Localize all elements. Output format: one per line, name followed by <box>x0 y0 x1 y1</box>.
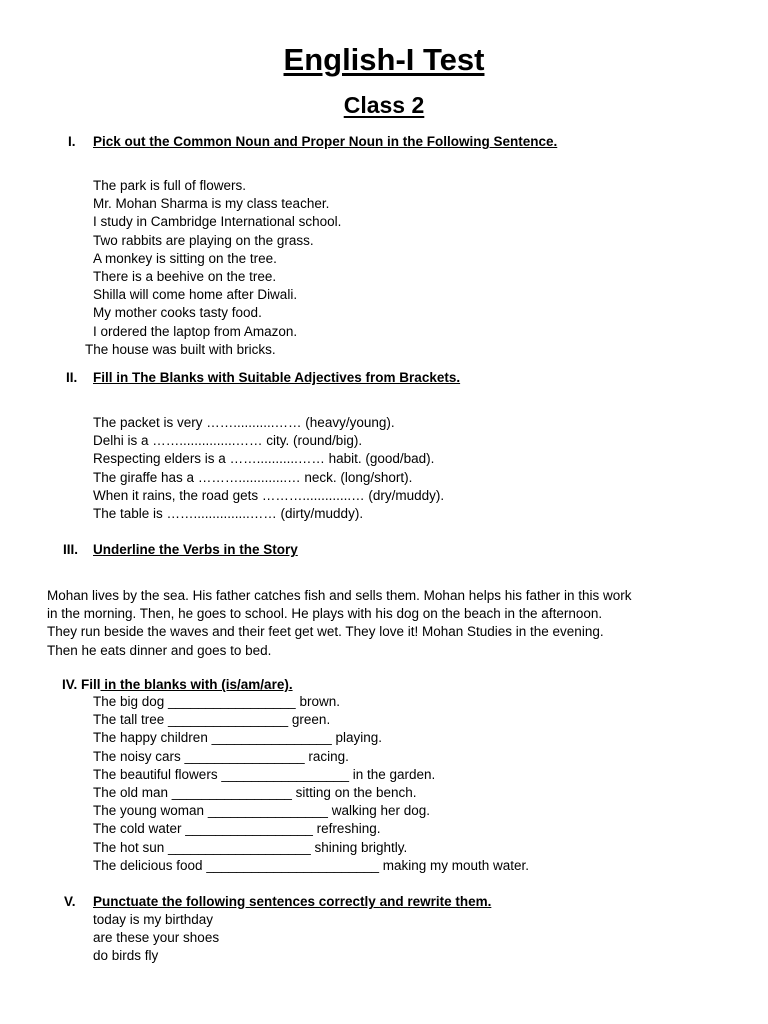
section-1-heading <box>68 134 557 149</box>
story-line: Mohan lives by the sea. His father catches fish and sells them. Mohan helps his father in this work <box>47 588 632 603</box>
section-3-title: Underline the Verbs in the Story <box>93 542 298 557</box>
section-4-title: in the blanks with (is/am/are). <box>100 677 293 692</box>
section-4-number: IV. Fill <box>62 677 101 692</box>
section-5-heading <box>64 894 491 909</box>
story-line: They run beside the waves and their feet get wet. They love it! Mohan Studies in the evening. <box>47 624 604 640</box>
section-4-heading <box>62 677 293 692</box>
story-line: in the morning. Then, he goes to school. He plays with his dog on the beach in the afternoon. <box>47 606 603 622</box>
section-1-number: I. <box>68 134 76 149</box>
section-2-number: II. <box>66 370 78 385</box>
story-paragraph <box>47 587 737 660</box>
page-title: English-I Test <box>283 42 485 77</box>
section-3-heading <box>63 542 298 557</box>
section-2-heading <box>66 370 460 385</box>
section-1-title: Pick out the Common Noun and Proper Noun in the Following Sentence. <box>93 134 558 149</box>
section-2-title: Fill in The Blanks with Suitable Adjectives from Brackets. <box>93 370 461 385</box>
page-subtitle: Class 2 <box>343 92 425 118</box>
story-line: Then he eats dinner and goes to bed. <box>47 642 272 658</box>
section-3-number: III. <box>63 542 79 557</box>
section-5-title: Punctuate the following sentences correctly and rewrite them. <box>93 894 492 909</box>
section-5-number: V. <box>64 894 76 909</box>
